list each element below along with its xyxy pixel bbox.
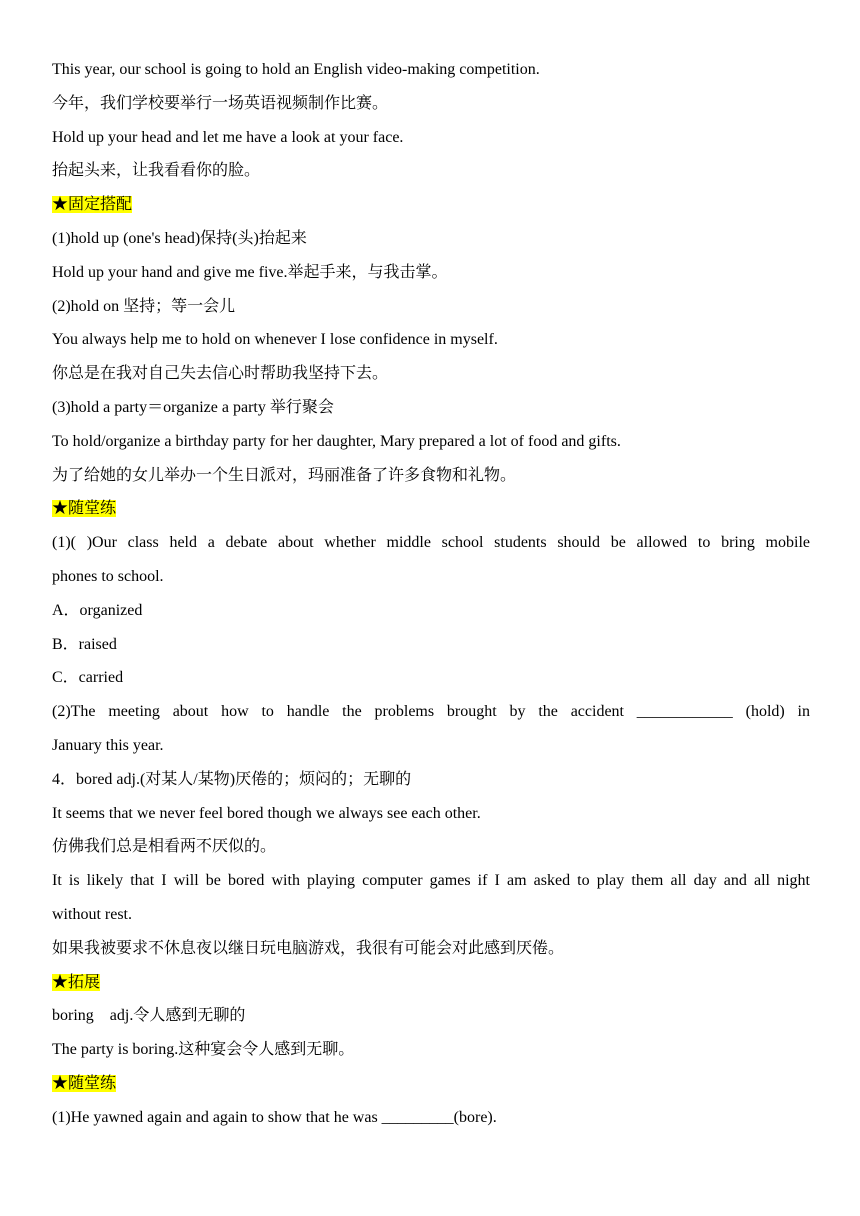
option-c: C．carried [52, 669, 124, 687]
phrase-entry: (2)hold on 坚持；等一会儿 [52, 297, 236, 315]
question-2-text: (2)The meeting about how to handle the problems brought by the accident ____________ (hold) in [52, 703, 810, 721]
question-text: (1)He yawned again and again to show that he was _________(bore). [52, 1108, 497, 1126]
highlighted-heading: ★拓展 [52, 973, 101, 991]
example-translation-zh: 抬起头来，让我看看你的脸。 [52, 162, 261, 180]
highlighted-heading: ★随堂练 [52, 1074, 117, 1092]
question-1-text: (1)( )Our class held a debate about whether middle school students should be allowed to bring mobile [52, 534, 810, 552]
section-heading-practice [52, 492, 810, 526]
option-b: B．raised [52, 635, 117, 653]
phrase-entry: (1)hold up (one's head)保持(头)抬起来 [52, 229, 307, 247]
document-body [52, 53, 810, 1135]
example-translation-zh: 你总是在我对自己失去信心时帮助我坚持下去。 [52, 365, 389, 383]
example-translation-zh: 仿佛我们总是相看两不厌似的。 [52, 838, 277, 856]
vocab-entry-boring: boring adj.令人感到无聊的 [52, 1007, 246, 1025]
example-translation-zh: 如果我被要求不休息夜以继日玩电脑游戏，我很有可能会对此感到厌倦。 [52, 939, 565, 957]
question-2-text-continued: January this year. [52, 736, 164, 754]
example-sentence: The party is boring.这种宴会令人感到无聊。 [52, 1041, 355, 1059]
example-sentence-en: It seems that we never feel bored though we always see each other. [52, 804, 481, 822]
example-sentence-en: Hold up your head and let me have a look at your face. [52, 128, 404, 146]
section-heading-fixed-phrases [52, 188, 810, 222]
highlighted-heading: ★固定搭配 [52, 196, 133, 214]
option-a: A．organized [52, 601, 143, 619]
question-1-text-continued: phones to school. [52, 567, 164, 585]
vocab-entry-bored: 4．bored adj.(对某人/某物)厌倦的；烦闷的；无聊的 [52, 770, 412, 788]
highlighted-heading: ★随堂练 [52, 500, 117, 518]
example-translation-zh: 今年，我们学校要举行一场英语视频制作比赛。 [52, 94, 389, 112]
example-sentence-en: This year, our school is going to hold an English video-making competition. [52, 61, 540, 78]
phrase-entry: (3)hold a party＝organize a party 举行聚会 [52, 398, 334, 416]
example-sentence-en: It is likely that I will be bored with playing computer games if I am asked to play them all day and all night [52, 872, 810, 890]
example-sentence-en: To hold/organize a birthday party for her daughter, Mary prepared a lot of food and gifts. [52, 432, 621, 450]
example-translation-zh: 为了给她的女儿举办一个生日派对，玛丽准备了许多食物和礼物。 [52, 466, 517, 484]
example-sentence-en: You always help me to hold on whenever I lose confidence in myself. [52, 331, 498, 349]
example-sentence: Hold up your hand and give me five.举起手来，与我击掌。 [52, 263, 448, 281]
section-heading-extension [52, 966, 810, 1000]
example-sentence-en-continued: without rest. [52, 905, 132, 923]
section-heading-practice [52, 1067, 810, 1101]
